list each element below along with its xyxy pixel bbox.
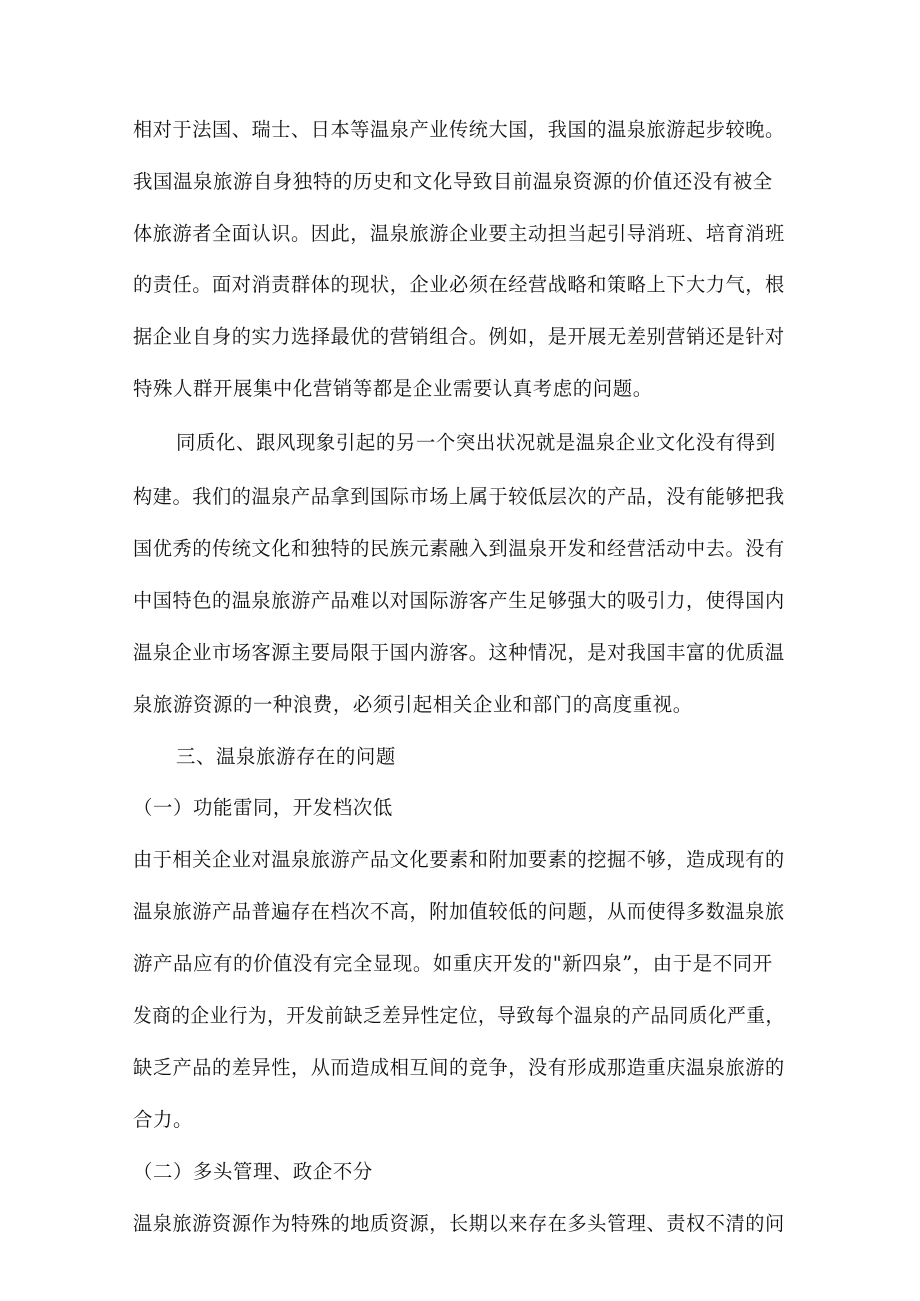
paragraph-3-line-1: 由于相关企业对温泉旅游产品文化要素和附加要素的挖掘不够，造成现有的 — [133, 848, 785, 871]
paragraph-1-line-4: 的责任。面对消责群体的现状，企业必须在经营战略和策略上下大力气，根 — [133, 273, 785, 296]
paragraph-3-line-4: 发商的企业行为，开发前缺乏差异性定位，导致每个温泉的产品同质化严重， — [133, 1004, 785, 1027]
paragraph-3-line-3: 游产品应有的价值没有完全显现。如重庆开发的"新四泉”，由于是不同开 — [133, 952, 773, 975]
subheading-two: （二）多头管理、政企不分 — [133, 1160, 373, 1183]
paragraph-2-line-2: 构建。我们的温泉产品拿到国际市场上属于较低层次的产品，没有能够把我 — [133, 485, 785, 508]
paragraph-1-line-3: 体旅游者全面认识。因此，温泉旅游企业要主动担当起引导消班、培育消班 — [133, 222, 785, 245]
paragraph-1-line-6: 特殊人群开展集中化营销等都是企业需要认真考虑的问题。 — [133, 377, 653, 400]
paragraph-1-line-1: 相对于法国、瑞士、日本等温泉产业传统大国，我国的温泉旅游起步较晚。 — [133, 118, 785, 141]
paragraph-4-line-1: 温泉旅游资源作为特殊的地质资源，长期以来存在多头管理、责权不清的问 — [133, 1212, 785, 1235]
paragraph-2-line-4: 中国特色的温泉旅游产品难以对国际游客产生足够强大的吸引力，使得国内 — [133, 589, 785, 612]
subheading-one: （一）功能雷同，开发档次低 — [133, 796, 393, 819]
paragraph-1-line-5: 据企业自身的实力选择最优的营销组合。例如，是开展无差别营销还是针对 — [133, 325, 785, 348]
section-heading-three: 三、温泉旅游存在的问题 — [176, 745, 396, 768]
paragraph-2-line-1: 同质化、跟风现象引起的另一个突出状况就是温泉企业文化没有得到 — [176, 431, 776, 454]
paragraph-3-line-5: 缺乏产品的差异性，从而造成相互间的竞争，没有形成那造重庆温泉旅游的 — [133, 1056, 785, 1079]
paragraph-2-line-3: 国优秀的传统文化和独特的民族元素融入到温泉开发和经营活动中去。没有 — [133, 537, 785, 560]
paragraph-3-line-2: 温泉旅游产品普遍存在档次不高，附加值较低的问题，从而使得多数温泉旅 — [133, 900, 785, 923]
paragraph-2-line-5: 温泉企业市场客源主要局限于国内游客。这种情况，是对我国丰富的优质温 — [133, 641, 785, 664]
paragraph-3-line-6: 合力。 — [133, 1108, 193, 1131]
paragraph-1-line-2: 我国温泉旅游自身独特的历史和文化导致目前温泉资源的价值还没有被全 — [133, 170, 773, 193]
paragraph-2-line-6: 泉旅游资源的一种浪费，必须引起相关企业和部门的高度重视。 — [133, 693, 693, 716]
